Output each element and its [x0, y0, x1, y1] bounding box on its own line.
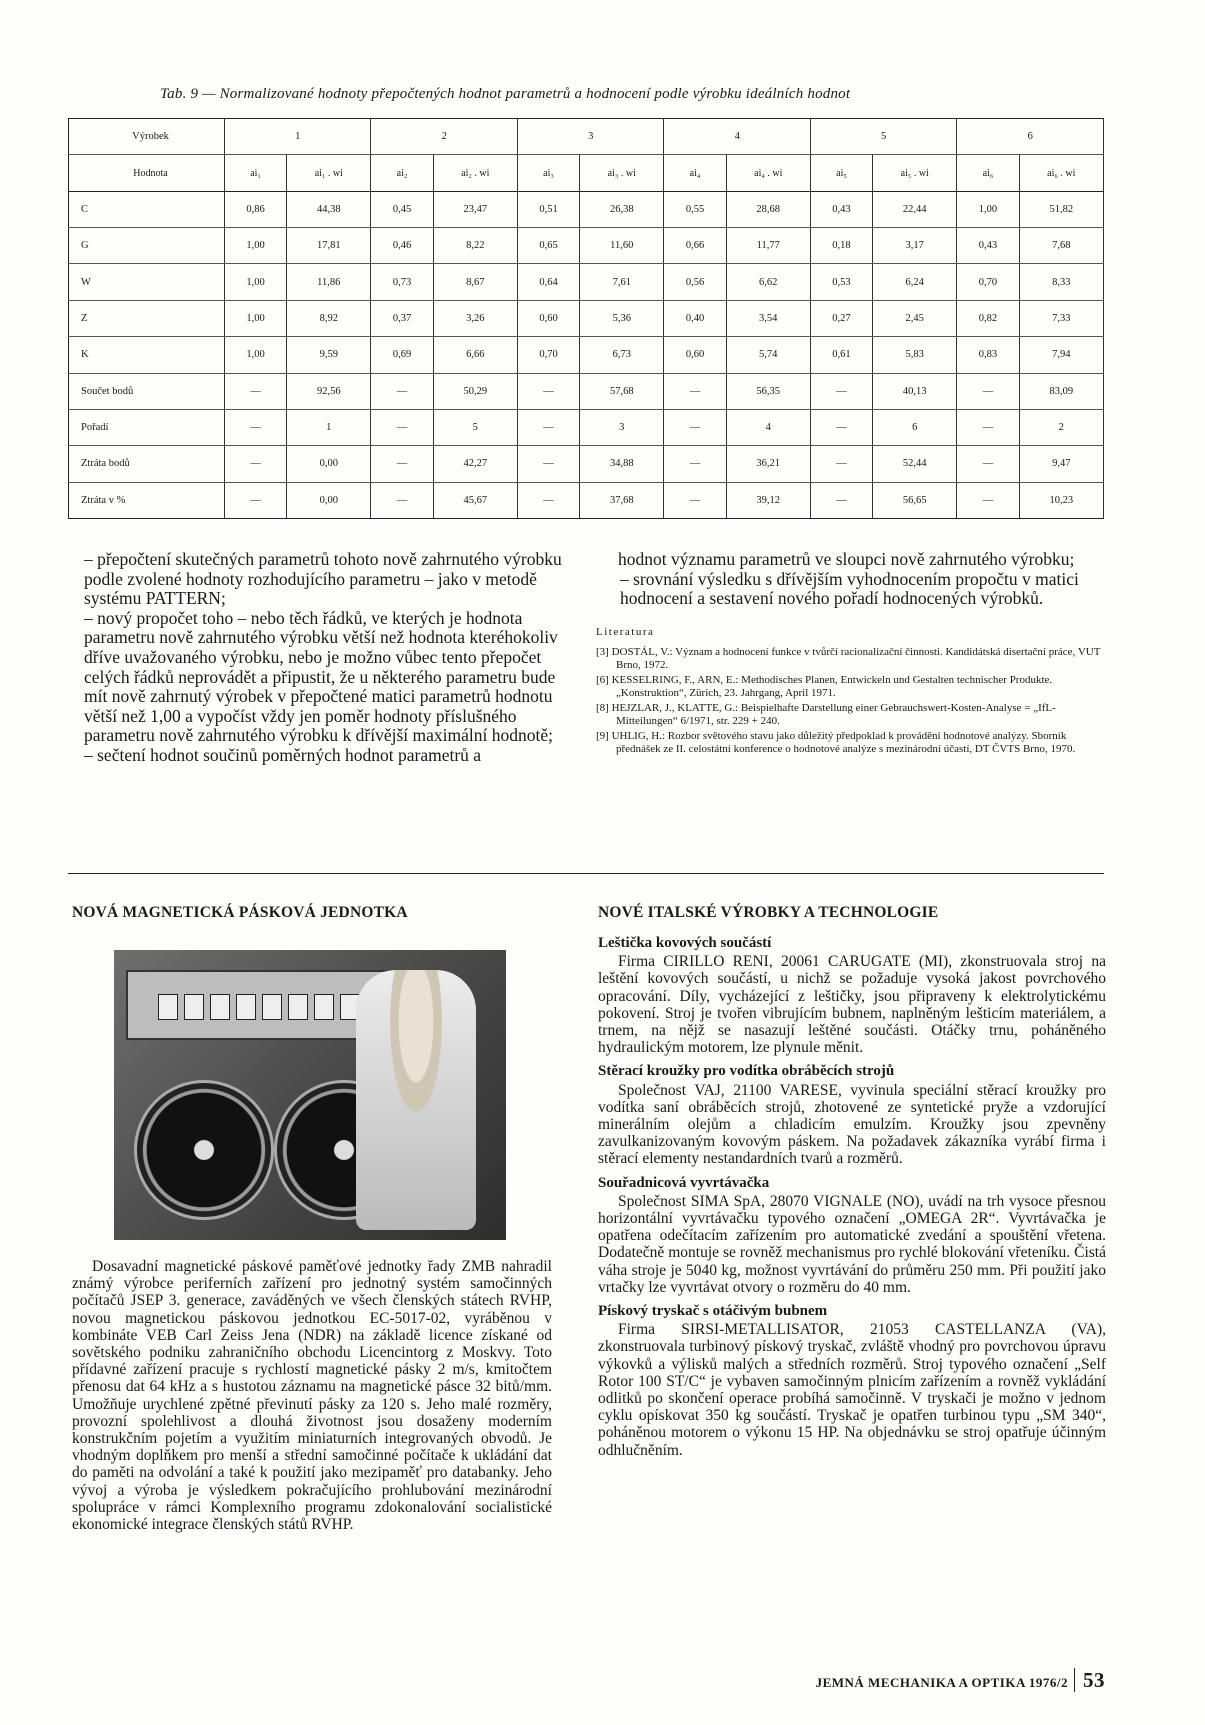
sub-header: ai₄ . wi [726, 155, 810, 191]
table-cell: 34,88 [580, 446, 664, 482]
table-cell: — [664, 409, 726, 445]
table-cell: 0,73 [371, 264, 433, 300]
list-item: – sečtení hodnot součinů poměrných hodnot parametrů a [84, 744, 482, 765]
left-article-heading: NOVÁ MAGNETICKÁ PÁSKOVÁ JEDNOTKA [72, 904, 408, 921]
table-cell: 0,82 [957, 300, 1019, 336]
table-cell: 23,47 [433, 191, 517, 227]
table-cell: 1,00 [225, 337, 287, 373]
table-row [69, 409, 1104, 445]
section-text: Společnost SIMA SpA, 28070 VIGNALE (NO), uvádí na trh vysoce přesnou horizontální vyvrtávačku typového označení „OMEGA 2R“. Vyvrtávačka je opatřena odečítacím zařízením pro automatické zvedání a spouštění vřetena. Dodatečně montuje se rovněž mechanismus pro rychlé blokování vřeteníku. Čistá váha stroje je 5040 kg, možnost vyvrtávání do průměru 250 mm. Při použití jako vrtačky lze vyvrtávat otvory o rozměru do 40 mm. [598, 1192, 1106, 1296]
table-cell: 8,22 [433, 228, 517, 264]
sub-header: ai₅ [810, 155, 872, 191]
section-text: Firma CIRILLO RENI, 20061 CARUGATE (MI), zkonstruovala stroj na leštění kovových součástí, u nichž se požaduje vysoká jakost povrchového opracování. Díly, vycházející z leštičky, jsou připraveny k elektrolytickému pokovení. Stroj je tvořen vibrujícím bubnem, naplněným lešticím materiálem, a trnem, na nějž se nasazují leštěné součásti. Otáčky trnu, poháněného hydraulickým motorem, lze plynule měnit. [598, 953, 1106, 1057]
table-cell: 50,29 [433, 373, 517, 409]
product-2: 2 [371, 119, 517, 155]
parameter-table [68, 118, 1104, 519]
table-cell: 6 [873, 409, 957, 445]
table-cell: 0,43 [810, 191, 872, 227]
table-cell: 56,65 [873, 482, 957, 518]
table-cell: 36,21 [726, 446, 810, 482]
sub-header: ai₄ [664, 155, 726, 191]
table-cell: — [225, 446, 287, 482]
table-row [69, 228, 1104, 264]
table-cell: 0,45 [371, 191, 433, 227]
table-cell: 83,09 [1019, 373, 1103, 409]
table-cell: 0,43 [957, 228, 1019, 264]
row-label: G [69, 228, 225, 264]
product-4: 4 [664, 119, 810, 155]
table-row [69, 373, 1104, 409]
table-cell: 0,51 [517, 191, 579, 227]
table-cell: 56,35 [726, 373, 810, 409]
table-cell: — [957, 409, 1019, 445]
table-cell: 0,00 [287, 482, 371, 518]
tape-unit-photo [114, 950, 506, 1240]
table-cell: 0,83 [957, 337, 1019, 373]
table-cell: — [371, 446, 433, 482]
table-cell: 2 [1019, 409, 1103, 445]
table-body [69, 191, 1104, 518]
table-cell: 3,26 [433, 300, 517, 336]
reference-item: [8] HEJZLAR, J., KLATTE, G.: Beispielhafte Darstellung einer Gebrauchswert-Kosten-Analyse = „IfL-Mitteilungen“ 6/1971, str. 229 + 240. [596, 702, 1056, 728]
table-cell: 1,00 [957, 191, 1019, 227]
sub-header: ai₃ [517, 155, 579, 191]
product-1: 1 [225, 119, 371, 155]
table-cell: — [957, 446, 1019, 482]
section-title: Pískový tryskač s otáčivým bubnem [598, 1303, 828, 1320]
table-cell: 42,27 [433, 446, 517, 482]
table-cell: — [517, 446, 579, 482]
table-cell: 10,23 [1019, 482, 1103, 518]
list-item: – nový propočet toho – nebo těch řádků, ve kterých je hodnota parametru nově zahrnutého výrobku větší než hodnota kteréhokoliv dříve uvažovaného výrobku, nebo je možno vůbec tento přepočet celých řádků neprovádět a připustit, že u některého parametru bude mít nově zahrnutý výrobek v přepočtené matici parametrů hodnotu větší než 1,00 a vypočíst vždy jen poměr hodnoty příslušného parametru nově zahrnutého výrobku k dřívější maximální hodnotě; [84, 607, 558, 746]
table-cell: 5,83 [873, 337, 957, 373]
table-cell: 0,55 [664, 191, 726, 227]
table-cell: 0,60 [517, 300, 579, 336]
section-title: Stěrací kroužky pro vodítka obráběcích strojů [598, 1063, 895, 1080]
reference-item: [9] UHLIG, H.: Rozbor světového stavu jako důležitý předpoklad k provádění hodnotové analýzy. Sborník přednášek ze II. celostátní konference o hodnotové analýze s mezinárodní účastí, DT ČVTS Brno, 1970. [596, 730, 1076, 756]
table-cell: 3 [580, 409, 664, 445]
table-cell: — [664, 373, 726, 409]
literature-title: Literatura [596, 625, 655, 638]
section-divider [68, 873, 1104, 874]
table-cell: 44,38 [287, 191, 371, 227]
panel-key [236, 994, 256, 1020]
table-cell: 0,66 [664, 228, 726, 264]
table-cell: — [371, 409, 433, 445]
table-cell: 11,86 [287, 264, 371, 300]
table-cell: 7,61 [580, 264, 664, 300]
list-item: – přepočtení skutečných parametrů tohoto nově zahrnutého výrobku podle zvolené hodnoty rozhodujícího parametru – jako v metodě systému PATTERN; [84, 549, 562, 609]
table-row [69, 191, 1104, 227]
tape-reel [134, 1080, 274, 1220]
table-cell: — [810, 482, 872, 518]
row-label: Z [69, 300, 225, 336]
page-footer [816, 1668, 1105, 1693]
table-cell: 2,45 [873, 300, 957, 336]
row-label: W [69, 264, 225, 300]
table-cell: 40,13 [873, 373, 957, 409]
table-row [69, 300, 1104, 336]
table-cell: 37,68 [580, 482, 664, 518]
row-label: Pořadí [69, 409, 225, 445]
section-title: Souřadnicová vyvrtávačka [598, 1174, 770, 1191]
table-cell: — [810, 373, 872, 409]
upper-left-column [60, 550, 578, 766]
table-cell: — [810, 409, 872, 445]
row-label: K [69, 337, 225, 373]
table-cell: 39,12 [726, 482, 810, 518]
table-cell: 3,17 [873, 228, 957, 264]
list-item: – srovnání výsledku s dřívějším vyhodnocením propočtu v matici hodnocení a sestavení nového pořadí hodnocených výrobků. [620, 568, 1079, 609]
table-cell: 9,59 [287, 337, 371, 373]
journal-name: JEMNÁ MECHANIKA A OPTIKA 1976/2 [815, 1675, 1068, 1690]
table-header-products [69, 119, 1104, 155]
table-cell: 0,46 [371, 228, 433, 264]
continuation-text: hodnot významu parametrů ve sloupci nově zahrnutého výrobku; [618, 549, 1075, 569]
table-cell: 52,44 [873, 446, 957, 482]
table-cell: 0,70 [957, 264, 1019, 300]
table-row [69, 337, 1104, 373]
table-cell: — [957, 373, 1019, 409]
table-cell: — [225, 373, 287, 409]
table-cell: 45,67 [433, 482, 517, 518]
table-cell: 7,68 [1019, 228, 1103, 264]
table-cell: 0,40 [664, 300, 726, 336]
sub-header: ai₆ [957, 155, 1019, 191]
table-row [69, 446, 1104, 482]
table-cell: 1,00 [225, 264, 287, 300]
section-title: Leštička kovových součástí [598, 935, 772, 951]
header-vyrobek: Výrobek [69, 119, 225, 155]
table-cell: 3,54 [726, 300, 810, 336]
table-cell: 0,00 [287, 446, 371, 482]
table-cell: 5,36 [580, 300, 664, 336]
reference-list [596, 646, 1106, 756]
table-cell: 51,82 [1019, 191, 1103, 227]
table-cell: 57,68 [580, 373, 664, 409]
table-cell: 0,61 [810, 337, 872, 373]
sub-header: ai₆ . wi [1019, 155, 1103, 191]
upper-right-column [596, 550, 1106, 758]
table-cell: — [225, 482, 287, 518]
row-label: Ztráta bodů [69, 446, 225, 482]
table-cell: 17,81 [287, 228, 371, 264]
table-cell: 8,67 [433, 264, 517, 300]
table-cell: 6,66 [433, 337, 517, 373]
panel-key [262, 994, 282, 1020]
table-row [69, 482, 1104, 518]
table-header-values [69, 155, 1104, 191]
table-cell: 7,94 [1019, 337, 1103, 373]
table-cell: 6,62 [726, 264, 810, 300]
table-cell: 11,60 [580, 228, 664, 264]
table-cell: — [517, 409, 579, 445]
table-cell: 1,00 [225, 300, 287, 336]
table-cell: 5,74 [726, 337, 810, 373]
table-row [69, 264, 1104, 300]
table-cell: 0,27 [810, 300, 872, 336]
table-cell: 26,38 [580, 191, 664, 227]
table-cell: 0,18 [810, 228, 872, 264]
table-cell: 1,00 [225, 228, 287, 264]
table-cell: 0,69 [371, 337, 433, 373]
table-cell: 1 [287, 409, 371, 445]
table-cell: — [517, 482, 579, 518]
table-cell: 9,47 [1019, 446, 1103, 482]
table-cell: 0,65 [517, 228, 579, 264]
table-cell: — [517, 373, 579, 409]
sub-header: ai₅ . wi [873, 155, 957, 191]
table-cell: 8,92 [287, 300, 371, 336]
table-cell: 7,33 [1019, 300, 1103, 336]
table-cell: — [810, 446, 872, 482]
sub-header: ai₂ . wi [433, 155, 517, 191]
operator-figure [356, 970, 476, 1230]
sub-header: ai₂ [371, 155, 433, 191]
table-cell: 92,56 [287, 373, 371, 409]
reference-item: [6] KESSELRING, F., ARN, E.: Methodisches Planen, Entwickeln und Gestalten technischer Produkte. „Konstruktion“, Zürich, 23. Jahrgang, April 1971. [596, 674, 1053, 700]
table-cell: — [664, 446, 726, 482]
left-article-body [72, 1258, 552, 1533]
table-cell: — [371, 373, 433, 409]
table-cell: 6,24 [873, 264, 957, 300]
sub-header: ai₁ [225, 155, 287, 191]
table-cell: 0,64 [517, 264, 579, 300]
right-article-body [598, 928, 1106, 1459]
panel-key [158, 994, 178, 1020]
table-cell: — [664, 482, 726, 518]
sub-header: ai₁ . wi [287, 155, 371, 191]
table-cell: 6,73 [580, 337, 664, 373]
page-number: 53 [1074, 1668, 1105, 1692]
row-label: C [69, 191, 225, 227]
table-cell: 0,53 [810, 264, 872, 300]
table-cell: 5 [433, 409, 517, 445]
table-cell: — [225, 409, 287, 445]
row-label: Součet bodů [69, 373, 225, 409]
table-cell: 22,44 [873, 191, 957, 227]
row-label: Ztráta v % [69, 482, 225, 518]
reference-item: [3] DOSTÁL, V.: Význam a hodnocení funkce v tvůrčí racionalizační činnosti. Kandidátská disertační práce, VUT Brno, 1972. [596, 646, 1101, 672]
panel-key [184, 994, 204, 1020]
section-text: Firma SIRSI-METALLISATOR, 21053 CASTELLANZA (VA), zkonstruovala turbinový pískový tryskač, zvláště vhodný pro povrchovou úpravu výkovků a výlisků malých a středních rozměrů. Stroj typového označení „Self Rotor 100 ST/C“ je vybaven samočinným plnicím zařízením a rovněž vykládání odlitků po skončení operace probíhá samočinně. V tryskači je možno v jednom cyklu opískovat 350 kg součástí. Tryskač je opatřen turbinou typu „SM 340“, poháněnou motorem o výkonu 15 HP. Na objednávku se stroj opatřuje účinným odhlučněním. [598, 1321, 1106, 1459]
panel-key [314, 994, 334, 1020]
table-cell: — [371, 482, 433, 518]
table-cell: 8,33 [1019, 264, 1103, 300]
header-hodnota: Hodnota [69, 155, 225, 191]
product-5: 5 [810, 119, 956, 155]
article-paragraph: Dosavadní magnetické páskové paměťové jednotky řady ZMB nahradil známý výrobce periferních zařízení pro jednotný systém samočinných počítačů JSEP 3. generace, zaváděných ve všech členských státech RVHP, novou magnetickou páskovou jednotkou EC-5017-02, vyráběnou v kombináte VEB Carl Zeiss Jena (NDR) na základě licence získané od sovětského podniku zahraničního obchodu Licencintorg z Moskvy. Toto přídavné zařízení pracuje s rychlostí magnetické pásky 2 m/s, kmitočtem přenosu dat 64 kHz a s hustotou záznamu na magnetické pásce 32 bitů/mm. Umožňuje urychlené zpětné převinutí pásky za 120 s. Jeho malé rozměry, provozní spolehlivost a dlouhá životnost jsou dosaženy moderním konstrukčním pojetím a využitím miniaturních integrovaných obvodů. Je vhodným doplňkem pro menší a střední samočinné počítače k ukládání dat do paměti na odvolání a také k použití jako mezipaměť pro databanky. Jeho vývoj a výroba je výsledkem pokračujícího prohlubování mezinárodní spolupráce v rámci Komplexního programu zdokonalování socialistické ekonomické integrace členských států RVHP. [72, 1258, 552, 1534]
table-cell: 4 [726, 409, 810, 445]
table-cell: 0,60 [664, 337, 726, 373]
product-3: 3 [517, 119, 663, 155]
table-cell: 28,68 [726, 191, 810, 227]
panel-key [210, 994, 230, 1020]
product-6: 6 [957, 119, 1104, 155]
section-text: Společnost VAJ, 21100 VARESE, vyvinula speciální stěrací kroužky pro vodítka saní obráběcích strojů, zhotovené ze syntetické pryže a vzdorující minerálním olejům a chladicím emulzím. Kroužky jsou zpevněny zavulkanizovaným kovovým páskem. Na požadavek zákazníka vyrábí firma i stěrací elementy nestandardních tvarů a rozměrů. [598, 1081, 1106, 1168]
right-article-heading: NOVÉ ITALSKÉ VÝROBKY A TECHNOLOGIE [598, 904, 939, 921]
table-cell: 11,77 [726, 228, 810, 264]
table-cell: 0,37 [371, 300, 433, 336]
table-cell: 0,86 [225, 191, 287, 227]
table-cell: 0,70 [517, 337, 579, 373]
table-cell: — [957, 482, 1019, 518]
table-cell: 0,56 [664, 264, 726, 300]
table-caption: Tab. 9 — Normalizované hodnoty přepočtených hodnot parametrů a hodnocení podle výrobku ideálních hodnot [160, 86, 851, 102]
panel-key [288, 994, 308, 1020]
sub-header: ai₃ . wi [580, 155, 664, 191]
